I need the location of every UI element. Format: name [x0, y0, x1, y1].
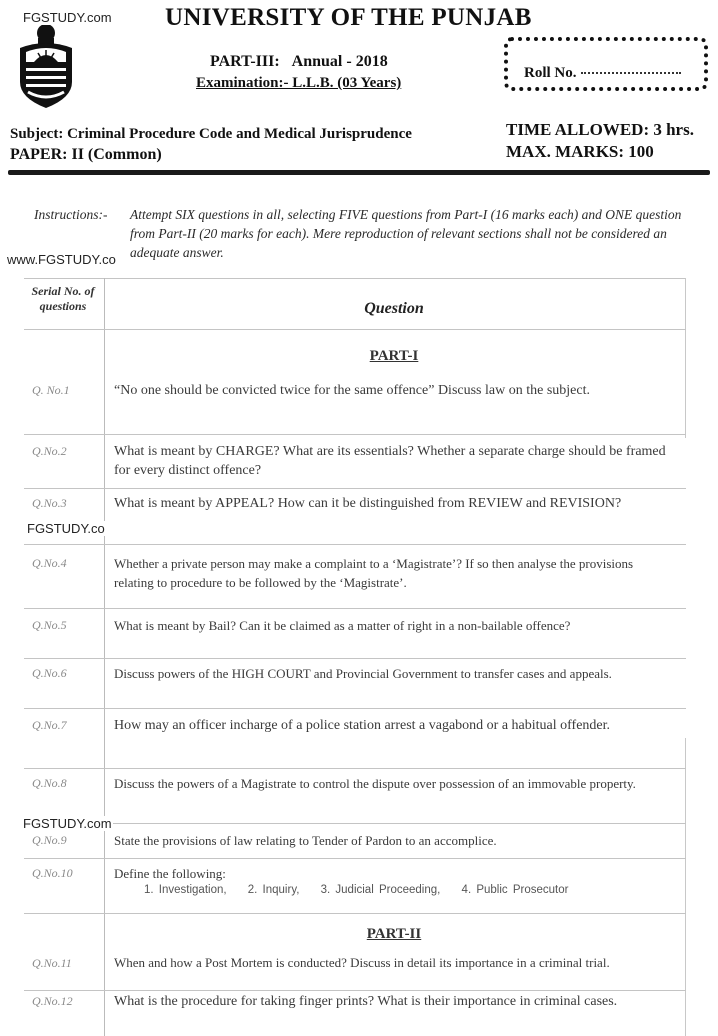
session-label: Annual - 2018	[291, 53, 388, 70]
table-border-right	[685, 278, 686, 438]
row-divider	[24, 913, 686, 914]
question-text: “No one should be convicted twice for the same offence” Discuss law on the subject.	[114, 383, 590, 398]
instructions-text: Attempt SIX questions in all, selecting FIVE questions from Part-I (16 marks each) and ONE question from Part-II (20 marks for each). Mere reproduction of relevant sections shall not be considered an adequate answer.	[130, 207, 682, 260]
question-text: Define the following:	[114, 866, 226, 881]
header-question: Question	[364, 300, 424, 317]
question-text: What is meant by CHARGE? What are its essentials? Whether a separate charge should be framed for every distinct offence?	[114, 444, 666, 478]
question-text: Whether a private person may make a complaint to a ‘Magistrate’? If so then analyse the provisions relating to procedure to be followed by the ‘Magistrate’.	[114, 556, 634, 590]
header-serial: Serial No. of questions	[31, 284, 95, 313]
question-number: Q.No.9	[32, 833, 67, 847]
question-text: How may an officer incharge of a police station arrest a vagabond or a habitual offender.	[114, 718, 611, 733]
watermark-q9: FGSTUDY.com	[23, 816, 112, 831]
row-divider	[24, 708, 686, 709]
part-session	[210, 53, 388, 71]
roll-number-field[interactable]	[524, 65, 681, 82]
question-number: Q.No.6	[32, 666, 67, 680]
definition-list	[144, 884, 584, 896]
question-number: Q.No.4	[32, 556, 67, 570]
table-border-right-lower	[685, 738, 686, 1036]
question-text: What is the procedure for taking finger prints? What is their importance in criminal cases.	[114, 994, 618, 1009]
row-divider	[24, 608, 686, 609]
row-divider	[24, 858, 686, 859]
roll-number-blank	[581, 72, 681, 74]
question-number: Q.No.10	[32, 866, 73, 880]
header-divider	[8, 170, 710, 175]
question-text: Discuss powers of the HIGH COURT and Provincial Government to transfer cases and appeals.	[114, 666, 612, 681]
question-text: What is meant by APPEAL? How can it be distinguished from REVIEW and REVISION?	[114, 496, 622, 511]
paper: PAPER: II (Common)	[10, 146, 162, 163]
question-text: What is meant by Bail? Can it be claimed as a matter of right in a non-bailable offence?	[114, 618, 571, 633]
question-number: Q.No.7	[32, 718, 67, 732]
instructions-label: Instructions:-	[34, 207, 108, 222]
definition-item: 3. Judicial Proceeding,	[320, 884, 441, 896]
subject: Subject: Criminal Procedure Code and Medical Jurisprudence	[10, 126, 412, 142]
row-divider	[24, 823, 686, 824]
part-label: PART-III:	[210, 53, 280, 70]
definition-item: 1. Investigation,	[144, 884, 227, 896]
question-number: Q.No.3	[32, 496, 67, 510]
question-number: Q.No.8	[32, 776, 67, 790]
row-divider	[24, 990, 686, 991]
watermark-q3: FGSTUDY.co	[27, 521, 105, 536]
question-number: Q.No.5	[32, 618, 67, 632]
row-divider	[24, 488, 686, 489]
watermark-instructions: www.FGSTUDY.co	[7, 252, 116, 267]
university-title: UNIVERSITY OF THE PUNJAB	[165, 4, 532, 31]
roll-number-box	[504, 37, 708, 91]
row-divider	[24, 434, 686, 435]
question-text: When and how a Post Mortem is conducted? Discuss in detail its importance in a criminal trial.	[114, 955, 610, 970]
definition-item: 2. Inquiry,	[247, 884, 300, 896]
column-divider	[104, 278, 105, 1036]
question-text: State the provisions of law relating to Tender of Pardon to an accomplice.	[114, 833, 497, 848]
question-number: Q.No.2	[32, 444, 67, 458]
question-number: Q.No.12	[32, 994, 73, 1008]
header-divider-line	[24, 329, 686, 330]
watermark-top: FGSTUDY.com	[23, 10, 112, 25]
table-border-top	[24, 278, 686, 279]
max-marks: MAX. MARKS: 100	[506, 142, 654, 161]
question-number: Q. No.1	[32, 383, 70, 397]
roll-number-label: Roll No.	[524, 65, 577, 81]
university-crest-icon	[16, 20, 76, 110]
part-1-title: PART-I	[369, 348, 419, 364]
row-divider	[24, 658, 686, 659]
question-table	[24, 278, 686, 1036]
question-number: Q.No.11	[32, 956, 72, 970]
time-allowed: TIME ALLOWED: 3 hrs.	[506, 120, 694, 139]
question-text: Discuss the powers of a Magistrate to control the dispute over possession of an immovable property.	[114, 776, 636, 791]
examination-title: Examination:- L.L.B. (03 Years)	[196, 75, 402, 91]
part-2-title: PART-II	[366, 926, 422, 942]
row-divider	[24, 768, 686, 769]
row-divider	[24, 544, 686, 545]
definition-item: 4. Public Prosecutor	[461, 884, 569, 896]
